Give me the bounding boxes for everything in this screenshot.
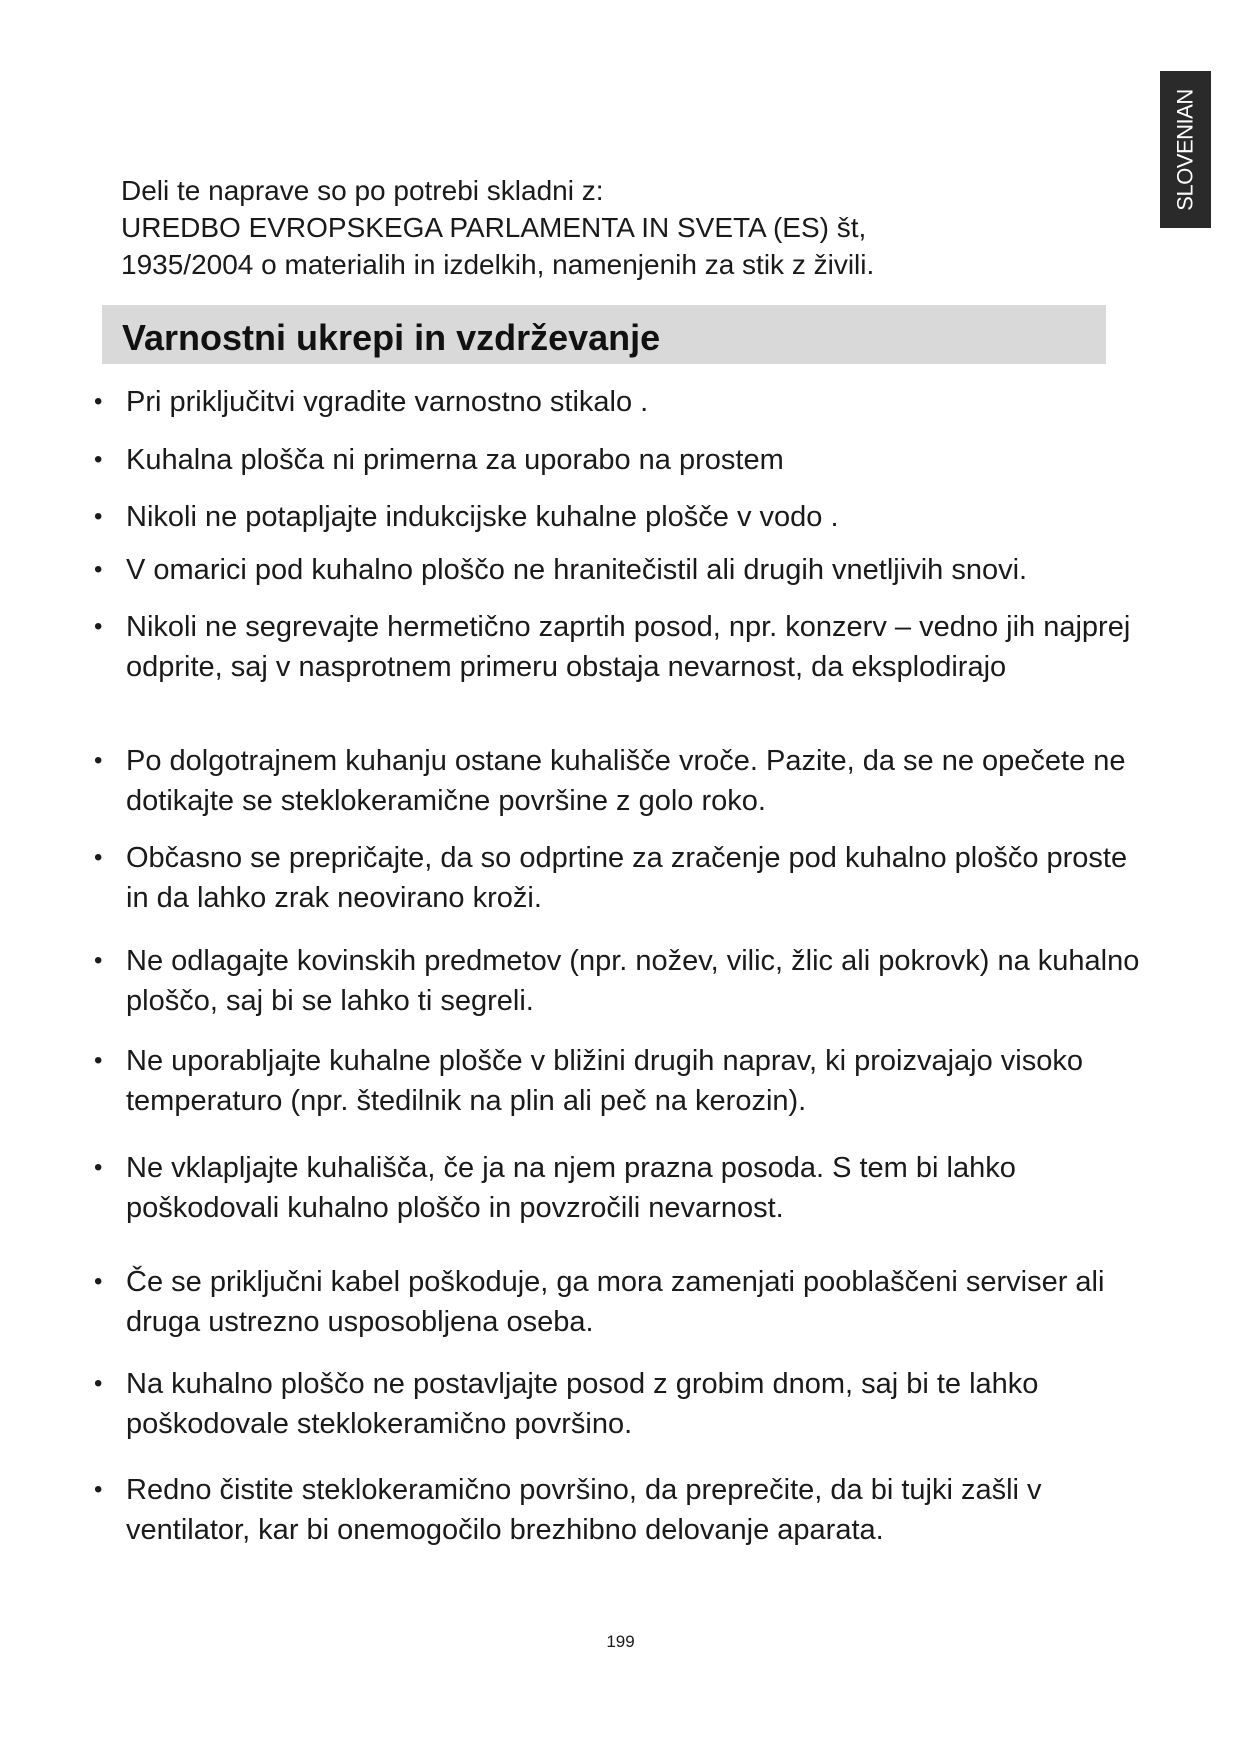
- bullet-icon: •: [94, 446, 103, 473]
- section-title: Varnostni ukrepi in vzdrževanje: [122, 317, 661, 358]
- language-tab-label: SLOVENIAN: [1172, 88, 1198, 211]
- bullet-icon: •: [94, 1268, 103, 1295]
- list-item-text: Ne odlagajte kovinskih predmetov (npr. nožev, vilic, žlic ali pokrovk) na kuhalno ploščo, saj bi se lahko ti segreli.: [126, 945, 1140, 1017]
- list-item-text: Na kuhalno ploščo ne postavljajte posod z grobim dnom, saj bi te lahko poškodovale steklokeramično površino.: [126, 1368, 1039, 1440]
- list-item-text: Občasno se prepričajte, da so odprtine za zračenje pod kuhalno ploščo proste in da lahko zrak neovirano kroži.: [126, 842, 1128, 914]
- list-item-text: Pri priključitvi vgradite varnostno stikalo .: [126, 386, 649, 418]
- bullet-icon: •: [94, 1476, 103, 1503]
- list-item-text: V omarici pod kuhalno ploščo ne hranitečistil ali drugih vnetljivih snovi.: [126, 554, 1028, 586]
- bullet-icon: •: [94, 388, 103, 415]
- bullet-icon: •: [94, 1154, 103, 1181]
- section-header: [102, 305, 1106, 364]
- bullet-icon: •: [94, 1047, 103, 1074]
- list-item-text: Ne uporabljajte kuhalne plošče v bližini drugih naprav, ki proizvajajo visoko temperaturo (npr. štedilnik na plin ali peč na kerozin).: [126, 1045, 1083, 1117]
- bullet-icon: •: [94, 556, 103, 583]
- intro-line: 1935/2004 o materialih in izdelkih, namenjenih za stik z živili.: [121, 249, 875, 280]
- list-item-text: Redno čistite steklokeramično površino, da preprečite, da bi tujki zašli v ventilator, kar bi onemogočilo brezhibno delovanje aparata.: [126, 1474, 1042, 1546]
- page-number: 199: [606, 1632, 635, 1651]
- intro-line: UREDBO EVROPSKEGA PARLAMENTA IN SVETA (ES) št,: [121, 212, 867, 243]
- list-item-text: Če se priključni kabel poškoduje, ga mora zamenjati pooblaščeni serviser ali druga ustrezno usposobljena oseba.: [126, 1266, 1105, 1338]
- bullet-icon: •: [94, 503, 103, 530]
- bullet-icon: •: [94, 613, 103, 640]
- bullet-icon: •: [94, 747, 103, 774]
- list-item-text: Ne vklapljajte kuhališča, če ja na njem prazna posoda. S tem bi lahko poškodovali kuhalno ploščo in povzročili nevarnost.: [126, 1152, 1016, 1224]
- intro-paragraph: [121, 172, 1121, 283]
- bullet-icon: •: [94, 1370, 103, 1397]
- list-item-text: Po dolgotrajnem kuhanju ostane kuhališče vroče. Pazite, da se ne opečete ne dotikajte se steklokeramične površine z golo roko.: [126, 745, 1126, 817]
- bullet-icon: •: [94, 947, 103, 974]
- language-tab: [1160, 71, 1211, 228]
- intro-line: Deli te naprave so po potrebi skladni z:: [121, 175, 604, 206]
- bullet-icon: •: [94, 844, 103, 871]
- list-item-text: Nikoli ne potapljajte indukcijske kuhalne plošče v vodo .: [126, 501, 839, 533]
- list-item-text: Nikoli ne segrevajte hermetično zaprtih posod, npr. konzerv – vedno jih najprej odprite, saj v nasprotnem primeru obstaja nevarnost, da eksplodirajo: [126, 611, 1131, 683]
- list-item-text: Kuhalna plošča ni primerna za uporabo na prostem: [126, 444, 784, 476]
